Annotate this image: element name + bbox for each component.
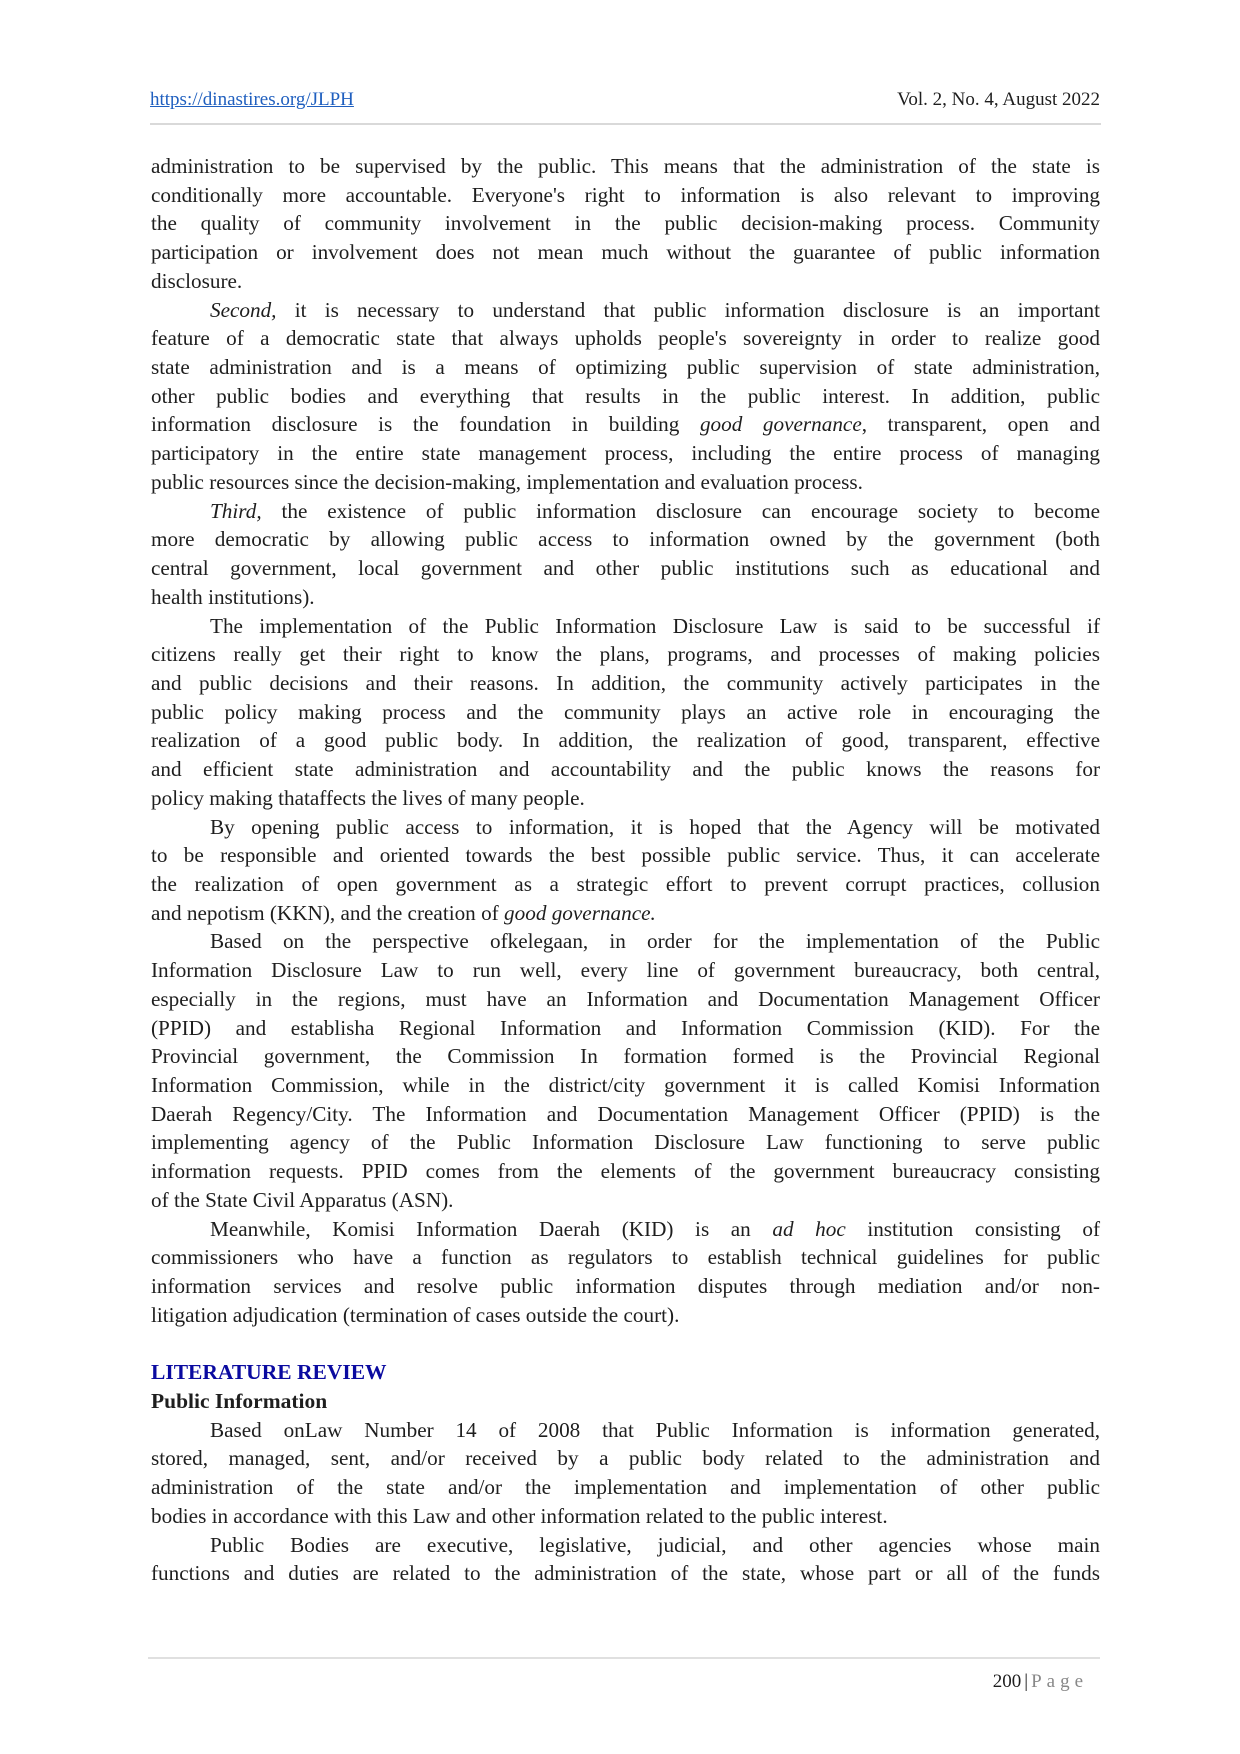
paragraph bbox=[151, 612, 1100, 813]
text-segment: administration of the state and/or the implementation and implementation of other public bbox=[151, 1475, 1100, 1500]
text-segment: By opening public access to information, it is hoped that the Agency will be motivated bbox=[210, 814, 1100, 839]
text-segment: central government, local government and other public institutions such as educational and bbox=[151, 556, 1100, 581]
text-segment: the realization of open government as a strategic effort to prevent corrupt practices, collusion bbox=[151, 871, 1100, 896]
text-segment: the existence of public information disclosure can encourage society to become bbox=[261, 498, 1100, 523]
text-line bbox=[151, 1128, 1100, 1157]
text-line bbox=[151, 870, 1100, 899]
italic-text: good governance bbox=[699, 412, 862, 437]
text-line bbox=[151, 1272, 1100, 1301]
text-line bbox=[151, 841, 1100, 870]
text-line bbox=[151, 554, 1100, 583]
paragraph bbox=[151, 813, 1100, 928]
text-line bbox=[151, 583, 1100, 612]
text-segment: feature of a democratic state that always upholds people's sovereignty in order to realize good bbox=[151, 326, 1100, 351]
text-segment: policy making thataffects the lives of many people. bbox=[151, 785, 585, 810]
text-segment: Based onLaw Number 14 of 2008 that Public Information is information generated, bbox=[210, 1417, 1100, 1442]
italic-text: good governance. bbox=[504, 900, 656, 925]
text-line bbox=[151, 813, 1100, 842]
text-line bbox=[151, 1215, 1100, 1244]
text-segment: state administration and is a means of optimizing public supervision of state administration, bbox=[151, 355, 1100, 380]
header-divider bbox=[150, 123, 1101, 125]
text-segment: stored, managed, sent, and/or received by a public body related to the administration and bbox=[151, 1446, 1100, 1471]
text-segment: of the State Civil Apparatus (ASN). bbox=[151, 1187, 454, 1212]
text-line bbox=[151, 1157, 1100, 1186]
text-segment: , transparent, open and bbox=[861, 412, 1100, 437]
text-line bbox=[151, 1473, 1100, 1502]
text-segment: participation or involvement does not mean much without the guarantee of public information bbox=[151, 240, 1100, 265]
text-segment: more democratic by allowing public access to information owned by the government (both bbox=[151, 527, 1100, 552]
paragraph bbox=[151, 296, 1100, 497]
text-segment: to be responsible and oriented towards the best possible public service. Thus, it can accelerate bbox=[151, 843, 1100, 868]
page-footer bbox=[993, 1671, 1088, 1693]
text-line bbox=[151, 267, 1100, 296]
text-line bbox=[151, 640, 1100, 669]
text-line bbox=[151, 497, 1100, 526]
text-line bbox=[151, 1444, 1100, 1473]
paragraph bbox=[151, 927, 1100, 1214]
text-line bbox=[151, 1071, 1100, 1100]
section-heading: LITERATURE REVIEW bbox=[151, 1360, 387, 1385]
spacer bbox=[151, 1329, 1100, 1358]
text-segment: litigation adjudication (termination of cases outside the court). bbox=[151, 1302, 680, 1327]
text-segment: Daerah Regency/City. The Information and Documentation Management Officer (PPID) is the bbox=[151, 1101, 1100, 1126]
text-line bbox=[151, 439, 1100, 468]
paragraph bbox=[151, 152, 1100, 296]
text-line bbox=[151, 152, 1100, 181]
text-segment: Provincial government, the Commission In formation formed is the Provincial Regional bbox=[151, 1044, 1100, 1069]
text-line bbox=[151, 382, 1100, 411]
text-segment: especially in the regions, must have an Information and Documentation Management Officer bbox=[151, 986, 1100, 1011]
text-line bbox=[151, 238, 1100, 267]
text-segment: participatory in the entire state management process, including the entire process of managing bbox=[151, 441, 1100, 466]
text-line bbox=[151, 324, 1100, 353]
text-segment: citizens really get their right to know the plans, programs, and processes of making policies bbox=[151, 642, 1100, 667]
paragraph bbox=[151, 1416, 1100, 1531]
text-line bbox=[151, 784, 1100, 813]
journal-url-link[interactable]: https://dinastires.org/JLPH bbox=[150, 89, 354, 110]
text-segment: and efficient state administration and accountability and the public knows the reasons for bbox=[151, 757, 1100, 782]
text-line bbox=[151, 698, 1100, 727]
text-segment: conditionally more accountable. Everyone's right to information is also relevant to improving bbox=[151, 182, 1100, 207]
text-line bbox=[151, 612, 1100, 641]
section-paragraphs bbox=[151, 1416, 1100, 1588]
text-segment: Based on the perspective ofkelegaan, in order for the implementation of the Public bbox=[210, 929, 1100, 954]
text-line bbox=[151, 525, 1100, 554]
text-segment: functions and duties are related to the administration of the state, whose part or all of the funds bbox=[151, 1561, 1100, 1586]
text-segment: and public decisions and their reasons. In addition, the community actively participates in the bbox=[151, 670, 1100, 695]
text-segment: the quality of community involvement in the public decision-making process. Community bbox=[151, 211, 1100, 236]
text-segment: disclosure. bbox=[151, 268, 243, 293]
text-segment: institution consisting of bbox=[845, 1216, 1101, 1241]
text-segment: it is necessary to understand that public information disclosure is an important bbox=[276, 297, 1100, 322]
text-segment: other public bodies and everything that results in the public interest. In addition, public bbox=[151, 383, 1100, 408]
text-line bbox=[151, 1416, 1100, 1445]
italic-text: ad hoc bbox=[772, 1216, 846, 1241]
text-line bbox=[151, 1042, 1100, 1071]
text-line bbox=[151, 755, 1100, 784]
italic-text: Second, bbox=[210, 297, 277, 322]
text-segment: Meanwhile, Komisi Information Daerah (KID) is an bbox=[210, 1216, 773, 1241]
text-line bbox=[151, 1100, 1100, 1129]
text-segment: bodies in accordance with this Law and other information related to the public interest. bbox=[151, 1503, 888, 1528]
text-line bbox=[151, 1014, 1100, 1043]
footer-divider bbox=[148, 1657, 1100, 1659]
text-line bbox=[151, 927, 1100, 956]
text-line bbox=[151, 669, 1100, 698]
volume-info: Vol. 2, No. 4, August 2022 bbox=[897, 89, 1100, 110]
text-line bbox=[151, 468, 1100, 497]
italic-text: Third, bbox=[210, 498, 262, 523]
subsection-heading: Public Information bbox=[151, 1388, 328, 1413]
page-body bbox=[151, 152, 1100, 1588]
text-line bbox=[151, 181, 1100, 210]
text-line bbox=[151, 209, 1100, 238]
text-segment: Information Commission, while in the district/city government it is called Komisi Information bbox=[151, 1073, 1100, 1097]
text-segment: health institutions). bbox=[151, 584, 315, 609]
text-segment: public resources since the decision-making, implementation and evaluation process. bbox=[151, 469, 863, 494]
page-label: Page bbox=[1031, 1671, 1088, 1692]
text-line bbox=[151, 296, 1100, 325]
body-paragraphs bbox=[151, 152, 1100, 1329]
text-segment: The implementation of the Public Information Disclosure Law is said to be successful if bbox=[210, 613, 1100, 638]
text-line bbox=[151, 726, 1100, 755]
text-segment: information disclosure is the foundation in building bbox=[151, 412, 700, 437]
text-segment: implementing agency of the Public Information Disclosure Law functioning to serve public bbox=[151, 1130, 1100, 1155]
text-line bbox=[151, 1531, 1100, 1560]
text-segment: Information Disclosure Law to run well, every line of government bureaucracy, both central, bbox=[151, 958, 1100, 983]
text-line bbox=[151, 956, 1100, 985]
text-segment: administration to be supervised by the public. This means that the administration of the state is bbox=[151, 154, 1100, 178]
text-line bbox=[151, 899, 1100, 928]
text-line bbox=[151, 1502, 1100, 1531]
text-segment: and nepotism (KKN), and the creation of bbox=[151, 900, 505, 925]
text-line bbox=[151, 1186, 1100, 1215]
text-line bbox=[151, 1243, 1100, 1272]
text-segment: information requests. PPID comes from the elements of the government bureaucracy consisting bbox=[151, 1159, 1100, 1184]
text-segment: commissioners who have a function as regulators to establish technical guidelines for public bbox=[151, 1245, 1100, 1270]
paragraph bbox=[151, 1215, 1100, 1330]
text-segment: public policy making process and the community plays an active role in encouraging the bbox=[151, 699, 1100, 724]
page-number: 200 bbox=[992, 1671, 1022, 1692]
footer-separator: | bbox=[1024, 1671, 1029, 1692]
text-segment: Public Bodies are executive, legislative, judicial, and other agencies whose main bbox=[210, 1532, 1100, 1557]
paragraph bbox=[151, 497, 1100, 612]
text-line bbox=[151, 1559, 1100, 1588]
text-segment: information services and resolve public information disputes through mediation and/or non- bbox=[151, 1274, 1100, 1299]
text-line bbox=[151, 410, 1100, 439]
text-line bbox=[151, 1301, 1100, 1330]
text-line bbox=[151, 353, 1100, 382]
text-segment: realization of a good public body. In addition, the realization of good, transparent, effective bbox=[151, 728, 1100, 753]
text-segment: (PPID) and establisha Regional Information and Information Commission (KID). For the bbox=[151, 1015, 1100, 1040]
paragraph bbox=[151, 1531, 1100, 1588]
text-line bbox=[151, 985, 1100, 1014]
